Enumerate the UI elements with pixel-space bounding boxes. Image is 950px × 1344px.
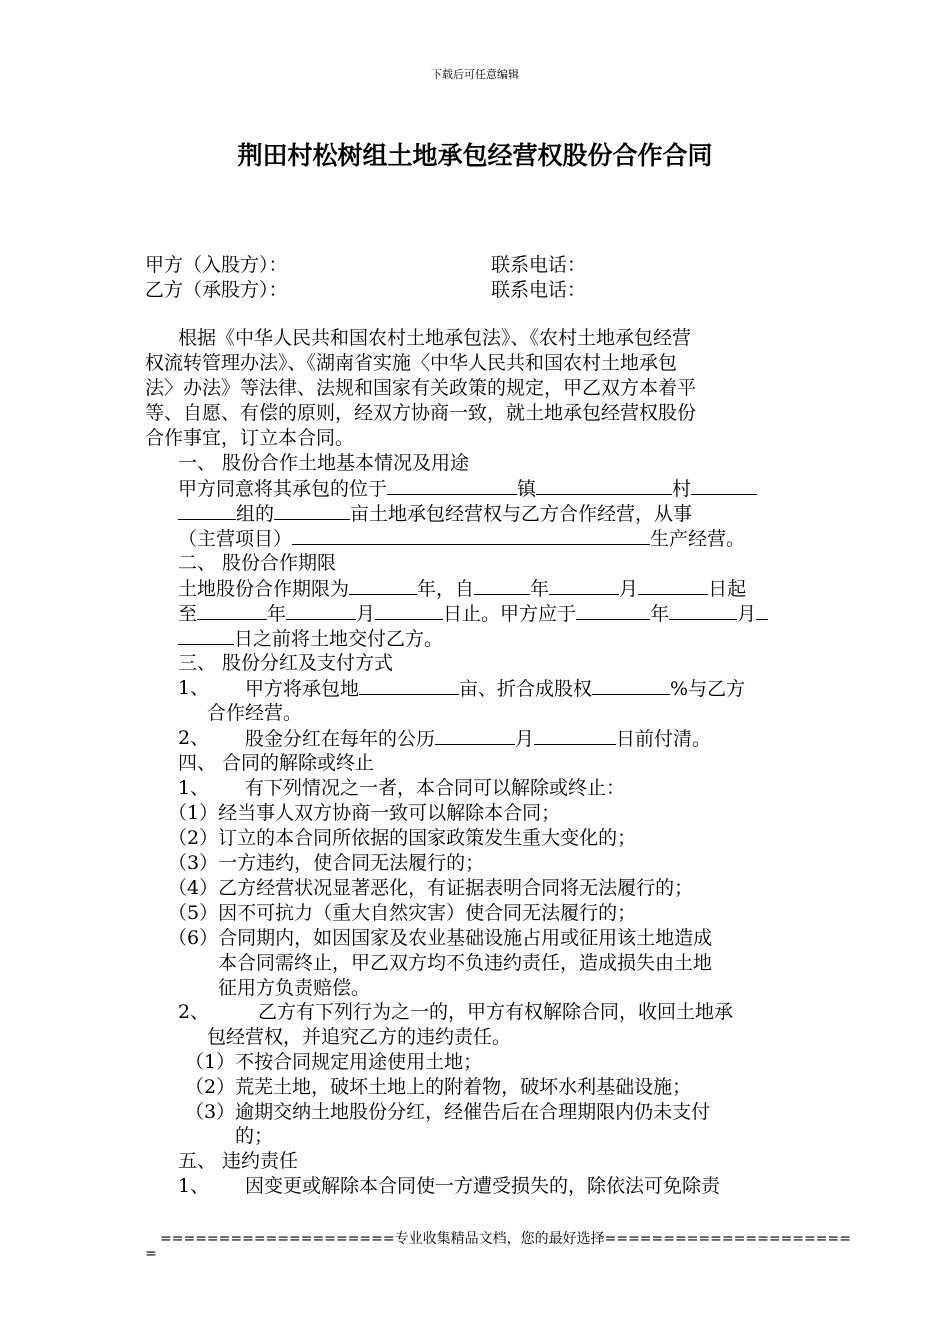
section3-item1-number: 1、 [178,677,210,699]
blank-field[interactable] [387,476,517,495]
blank-field[interactable] [474,576,530,595]
section4-item1: 有下列情况之一者，本合同可以解除或终止： [245,777,626,799]
breach-condition-cont: 的； [235,1125,274,1147]
section2-line2: 至 年 月 日止。甲方应于 年 月 [178,601,768,626]
blank-field[interactable] [178,501,236,520]
section4-item2: 乙方有下列行为之一的，甲方有权解除合同，收回土地承 [258,1001,734,1023]
preamble-line: 合作事宜，订立本合同。 [145,427,355,449]
section1-line2: 组的 亩土地承包经营权与乙方合作经营，从事 [178,501,692,526]
document-title: 荆田村松树组土地承包经营权股份合作合同 [237,141,713,170]
termination-condition-cont: 征用方负责赔偿。 [218,977,371,999]
section4-item2-number: 2、 [178,1001,210,1023]
party-a-phone-label: 联系电话： [491,254,587,276]
blank-field[interactable] [638,576,708,595]
blank-field[interactable] [286,601,356,620]
blank-field[interactable] [534,726,616,745]
termination-condition: （1）经当事人双方协商一致可以解除本合同； [168,802,561,824]
blank-field[interactable] [536,476,672,495]
blank-field[interactable] [359,676,459,695]
section-heading: 四、 合同的解除或终止 [178,752,375,774]
section5-item1-number: 1、 [178,1175,210,1197]
blank-field[interactable] [178,626,234,645]
section3-item1: 甲方将承包地 亩、折合成股权 %与乙方 [245,678,746,700]
section4-item1-number: 1、 [178,777,210,799]
preamble-line: 根据《中华人民共和国农村土地承包法》、《农村土地承包经营 [178,327,692,349]
blank-field[interactable] [274,501,350,520]
blank-field[interactable] [549,576,619,595]
blank-field[interactable] [756,601,768,620]
blank-field[interactable] [197,601,267,620]
section-heading: 一、 股份合作土地基本情况及用途 [178,452,470,474]
termination-condition: （5）因不可抗力（重大自然灾害）使合同无法履行的； [168,902,637,924]
breach-condition: （3）逾期交纳土地股份分红，经催告后在合理期限内仍未支付 [185,1101,711,1123]
preamble-line: 权流转管理办法》、《湖南省实施〈中华人民共和国农村土地承包 [145,352,678,374]
party-b-phone-label: 联系电话： [491,279,587,301]
blank-field[interactable] [435,726,515,745]
section2-line3: 日之前将土地交付乙方。 [178,626,443,651]
termination-condition: （4）乙方经营状况显著恶化，有证据表明合同将无法履行的； [168,877,694,899]
termination-condition: （3）一方违约，使合同无法履行的； [168,852,485,874]
blank-field[interactable] [669,601,737,620]
preamble-line: 等、自愿、有偿的原则，经双方协商一致，就土地承包经营权股份 [145,402,697,424]
termination-condition: （2）订立的本合同所依据的国家政策发生重大变化的； [168,827,637,849]
termination-condition-cont: 本合同需终止，甲乙双方均不负违约责任，造成损失由土地 [218,952,713,974]
blank-field[interactable] [592,676,670,695]
breach-condition: （2）荒芜土地，破坏土地上的附着物，破坏水利基础设施； [185,1076,692,1098]
section1-line1: 甲方同意将其承包的位于 镇 村 [178,476,757,501]
section-heading: 五、 违约责任 [178,1150,299,1172]
section3-item2-number: 2、 [178,727,210,749]
party-b-label: 乙方（承股方）： [145,279,288,301]
blank-field[interactable] [349,576,417,595]
section3-item2: 股金分红在每年的公历 月 日前付清。 [245,728,712,750]
section-heading: 三、 股份分红及支付方式 [178,652,394,674]
blank-field[interactable] [691,476,757,495]
preamble-line: 法〉办法》等法律、法规和国家有关政策的规定，甲乙双方本着平 [145,377,697,399]
blank-field[interactable] [292,526,650,545]
section2-line1: 土地股份合作期限为 年，自 年 月 日起 [178,578,747,600]
section3-item1-cont: 合作经营。 [207,702,303,724]
breach-condition: （1）不按合同规定用途使用土地； [185,1051,483,1073]
footer-line: = [145,1246,157,1262]
section4-item2-cont: 包经营权，并追究乙方的违约责任。 [207,1026,512,1048]
blank-field[interactable] [375,601,443,620]
party-a-label: 甲方（入股方）： [145,254,288,276]
termination-condition: （6）合同期内，如因国家及农业基础设施占用或征用该土地造成 [168,927,713,949]
header-note: 下载后可任意编辑 [431,68,519,81]
section5-item1: 因变更或解除本合同使一方遭受损失的，除依法可免除责 [245,1175,721,1197]
section-heading: 二、 股份合作期限 [178,552,337,574]
footer-line: ====================专业收集精品文档，您的最好选择===================== [160,1231,851,1247]
blank-field[interactable] [576,601,650,620]
section1-line3: （主营项目） 生产经营。 [178,528,746,550]
